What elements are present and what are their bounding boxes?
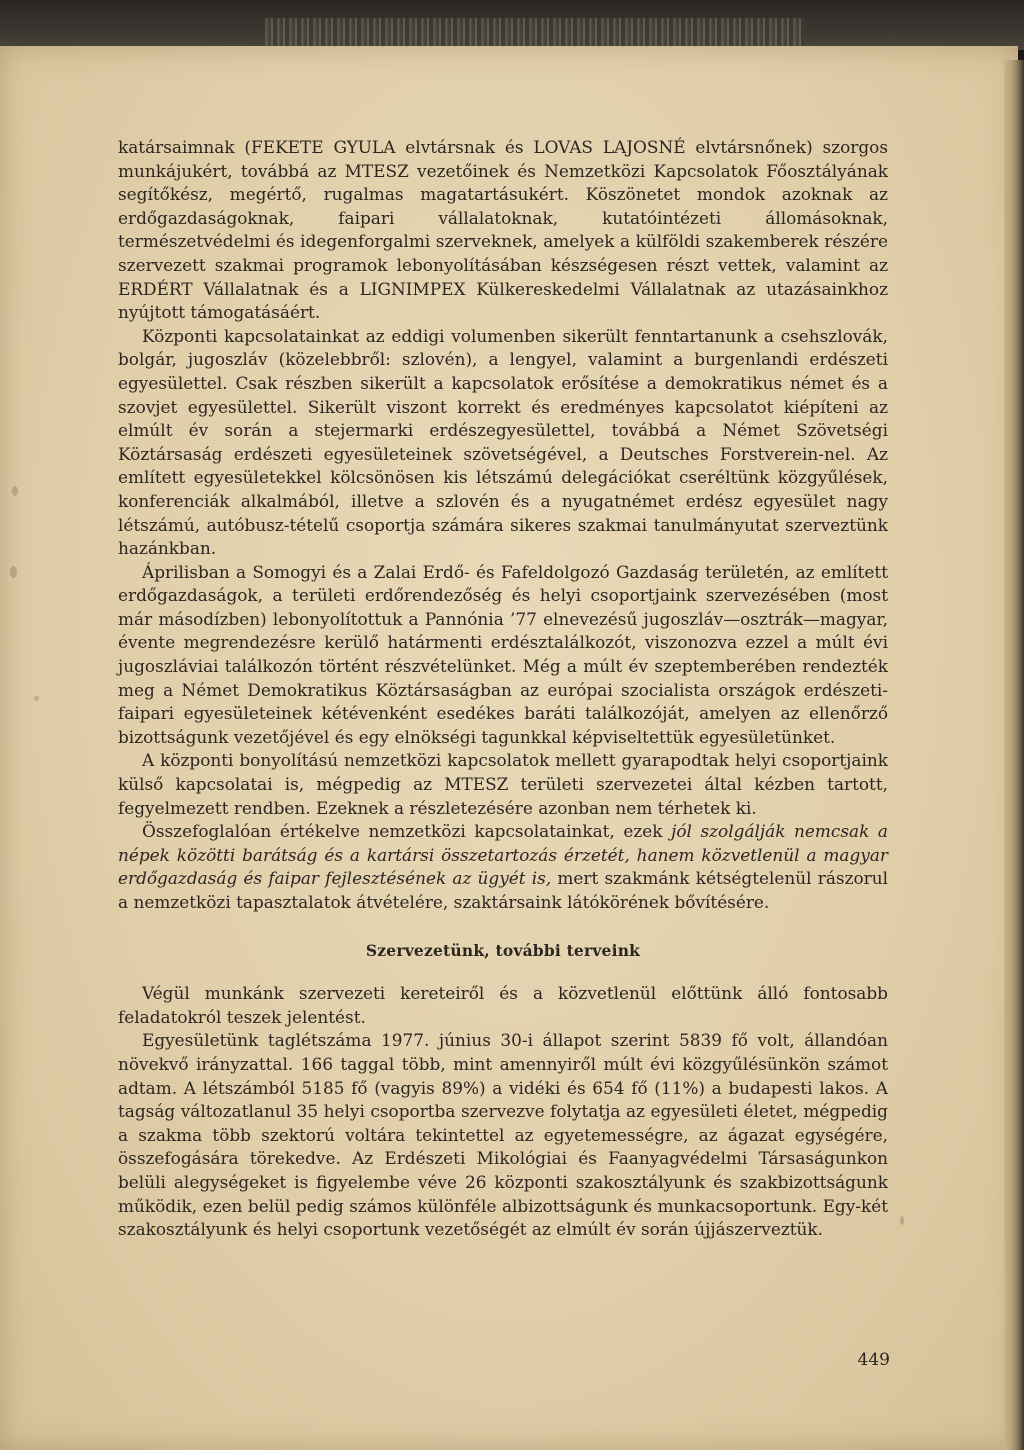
paragraph-with-emphasis: [118, 820, 888, 914]
margin-mark: [900, 1216, 904, 1225]
spacer: [118, 915, 888, 939]
previous-page-bleed: [265, 18, 805, 46]
margin-mark: [12, 486, 18, 496]
margin-mark: [10, 566, 17, 578]
scan-top-strip: [0, 0, 1024, 50]
paragraph: Végül munkánk szervezeti kereteiről és a közvetlenül előttünk álló fontosabb feladatokról teszek jelentést.: [118, 983, 888, 1027]
page-number: 449: [857, 1350, 890, 1370]
paragraph: Áprilisban a Somogyi és a Zalai Erdő- és Fafeldolgozó Gazdaság területén, az említett erdőgazdaságok, a területi erdőrendezőség és helyi csoportjaink szervezésében (most már másodízben) lebonyolítottuk a Pannónia ’77 elnevezésű jugoszláv—osztrák—magyar, évente megrendezésre kerülő határmenti erdésztalálkozót, viszonozva ezzel a múlt évi jugoszláviai találkozón történt részvételünket. Még a múlt év szeptemberében rendezték meg a Német Demokratikus Köztársaságban az európai szocialista országok erdészeti-faipari egyesületeinek kétévenként esedékes baráti találkozóját, amelyen az ellenőrző bizottságunk vezetőjével és egy elnökségi tagunkkal képviseltettük egyesületünket.: [118, 561, 888, 747]
paragraph: katársaimnak (FEKETE GYULA elvtársnak és LOVAS LAJOSNÉ elvtársnőnek) szorgos munkájukért, továbbá az MTESZ vezetőinek és Nemzetközi Kapcsolatok Főosztályának segítőkész, megértő, rugalmas magatartásukért. Köszönetet mondok azoknak az erdőgazdaságoknak, faipari vállalatoknak, kutatóintézeti állomásoknak, természetvédelmi és idegenforgalmi szerveknek, amelyek a külföldi szakemberek részére szervezett szakmai programok lebonyolításában készségesen részt vettek, valamint az ERDÉRT Vállalatnak és a LIGNIMPEX Külkereskedelmi Vállalatnak az utazásainkhoz nyújtott támogatásáért.: [118, 137, 888, 323]
emphasized-text: jól szolgálják nemcsak a népek közötti barátság és a kartársi összetartozás érzetét, hanem közvetlenül a magyar erdőgazdaság és faipar fejlesztésének az ügyét is,: [118, 821, 889, 889]
paragraph: Egyesületünk taglétszáma 1977. június 30-i állapot szerint 5839 fő volt, állandóan növekvő irányzattal. 166 taggal több, mint amennyiről múlt évi közgyűlésünkön számot adtam. A létszámból 5185 fő (vagyis 89%) a vidéki és 654 fő (11%) a budapesti lakos. A tagság változatlanul 35 helyi csoportba szervezve folytatja az egyesületi életet, mégpedig a szakma több szektorú voltára tekintettel az egyetemességre, az ágazat egységére, összefogására törekedve. Az Erdészeti Mikológiai és Faanyagvédelmi Társaságunkon belüli alegységeket is figyelembe véve 26 központi szakosztályunk és szakbizottságunk működik, ezen belül pedig számos különféle albizottságunk és munkacsoportunk. Egy-két szakosztályunk és helyi csoportunk vezetőségét az elmúlt év során újjászerveztük.: [118, 1030, 888, 1240]
page-edge: [1004, 60, 1024, 1450]
paragraph-text: mert szakmánk kétségtelenül rászorul a nemzetközi tapasztalatok átvételére, szaktársaink látókörének bővítésére.: [118, 868, 888, 912]
paragraph-text: Összefoglalóan értékelve nemzetközi kapcsolatainkat, ezek: [142, 821, 672, 842]
margin-mark: [34, 696, 39, 701]
paragraph: A központi bonyolítású nemzetközi kapcsolatok mellett gyarapodtak helyi csoportjaink külső kapcsolatai is, mégpedig az MTESZ területi szervezetei által kézben tartott, fegyelmezett rendben. Ezeknek a részletezésére azonban nem térhetek ki.: [118, 750, 888, 818]
page-text: [118, 136, 888, 1242]
paragraph: Központi kapcsolatainkat az eddigi volumenben sikerült fenntartanunk a csehszlovák, bolgár, jugoszláv (közelebbről: szlovén), a lengyel, valamint a burgenlandi erdészeti egyesülettel. Csak részben sikerült a kapcsolatok erősítése a demokratikus német és a szovjet egyesülettel. Sikerült viszont korrekt és eredményes kapcsolatot kiépíteni az elmúlt év során a stejermarki erdészegyesülettel, továbbá a Német Szövetségi Köztársaság erdészeti egyesületeinek szövetségével, a Deutsches Forstverein-nel. Az említett egyesületekkel kölcsönösen kis létszámú delegációkat cseréltünk közgyűlések, konferenciák alkalmából, illetve a szlovén és a nyugatnémet erdész egyesület nagy létszámú, autóbusz-tételű csoportja számára sikeres szakmai tanulmányutat szerveztünk hazánkban.: [118, 325, 888, 559]
section-heading: Szervezetünk, további terveink: [365, 940, 641, 960]
